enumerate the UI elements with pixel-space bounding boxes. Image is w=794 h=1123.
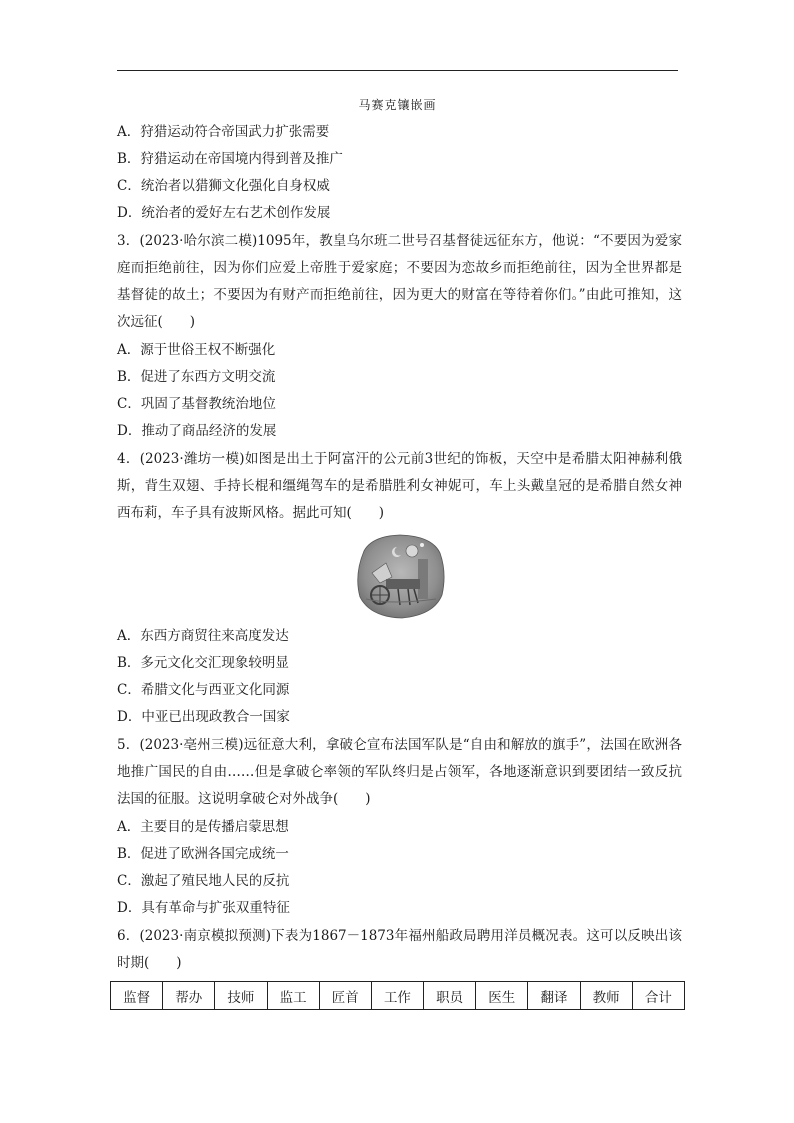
table-header-cell: 工作	[371, 982, 423, 1010]
q4-option-d: D．中亚已出现政教合一国家	[117, 709, 290, 725]
table-header-cell: 职员	[424, 982, 476, 1010]
q4-option-c: C．希腊文化与西亚文化同源	[117, 682, 290, 698]
table-header-cell: 匠首	[319, 982, 371, 1010]
q5-option-c: C．激起了殖民地人民的反抗	[117, 873, 290, 889]
q5-stem: 5．(2023·亳州三模)远征意大利，拿破仑宣布法国军队是“自由和解放的旗手”，法国在欧洲各地推广国民的自由……但是拿破仑率领的军队终归是占领军，各地逐渐意识到要团结一致反抗法国的征服。这说明拿破仑对外战争( )	[117, 737, 682, 807]
q3-stem: 3．(2023·哈尔滨二模)1095年，教皇乌尔班二世号召基督徒远征东方，他说：“不要因为爱家庭而拒绝前往，因为你们应爱上帝胜于爱家庭；不要因为恋故乡而拒绝前往，因为全世界都是基督徒的故土；不要因为有财产而拒绝前往，因为更大的财富在等待着你们。”由此可推知，这次远征( )	[117, 233, 682, 330]
q5-option-a: A．主要目的是传播启蒙思想	[117, 819, 289, 835]
q3-option-a: A．源于世俗王权不断强化	[117, 342, 276, 358]
plaque-image	[352, 533, 448, 619]
q5-option-d: D．具有革命与扩张双重特征	[117, 900, 290, 916]
q2-option-c: C．统治者以猎狮文化强化自身权威	[117, 178, 330, 194]
q4-option-b: B．多元文化交汇现象较明显	[117, 655, 289, 671]
q3-option-d: D．推动了商品经济的发展	[117, 423, 277, 439]
q3-option-b: B．促进了东西方文明交流	[117, 369, 276, 385]
table-header-cell: 监工	[267, 982, 319, 1010]
table-header-cell: 教师	[580, 982, 632, 1010]
q4-stem: 4．(2023·潍坊一模)如图是出土于阿富汗的公元前3世纪的饰板，天空中是希腊太阳神赫利俄斯，背生双翅、手持长棍和缰绳驾车的是希腊胜利女神妮可，车上头戴皇冠的是希腊自然女神西布莉，车子具有波斯风格。据此可知( )	[117, 451, 682, 521]
table-header-cell: 技师	[215, 982, 267, 1010]
staff-table	[110, 981, 685, 1010]
table-header-cell: 帮办	[163, 982, 215, 1010]
table-header-row	[111, 982, 685, 1010]
q2-option-b: B．狩猎运动在帝国境内得到普及推广	[117, 151, 343, 167]
q5-option-b: B．促进了欧洲各国完成统一	[117, 846, 289, 862]
q2-option-a: A．狩猎运动符合帝国武力扩张需要	[117, 124, 330, 140]
q2-option-d: D．统治者的爱好左右艺术创作发展	[117, 205, 331, 221]
table-header-cell: 医生	[476, 982, 528, 1010]
image-caption: 马赛克镶嵌画	[358, 98, 437, 112]
q4-option-a: A．东西方商贸往来高度发达	[117, 628, 289, 644]
table-header-cell: 翻译	[528, 982, 580, 1010]
table-header-cell: 监督	[111, 982, 163, 1010]
q3-option-c: C．巩固了基督教统治地位	[117, 396, 276, 412]
table-header-cell: 合计	[632, 982, 684, 1010]
header-rule	[117, 70, 678, 71]
q6-stem: 6．(2023·南京模拟预测)下表为1867－1873年福州船政局聘用洋员概况表。这可以反映出该时期( )	[117, 928, 682, 971]
